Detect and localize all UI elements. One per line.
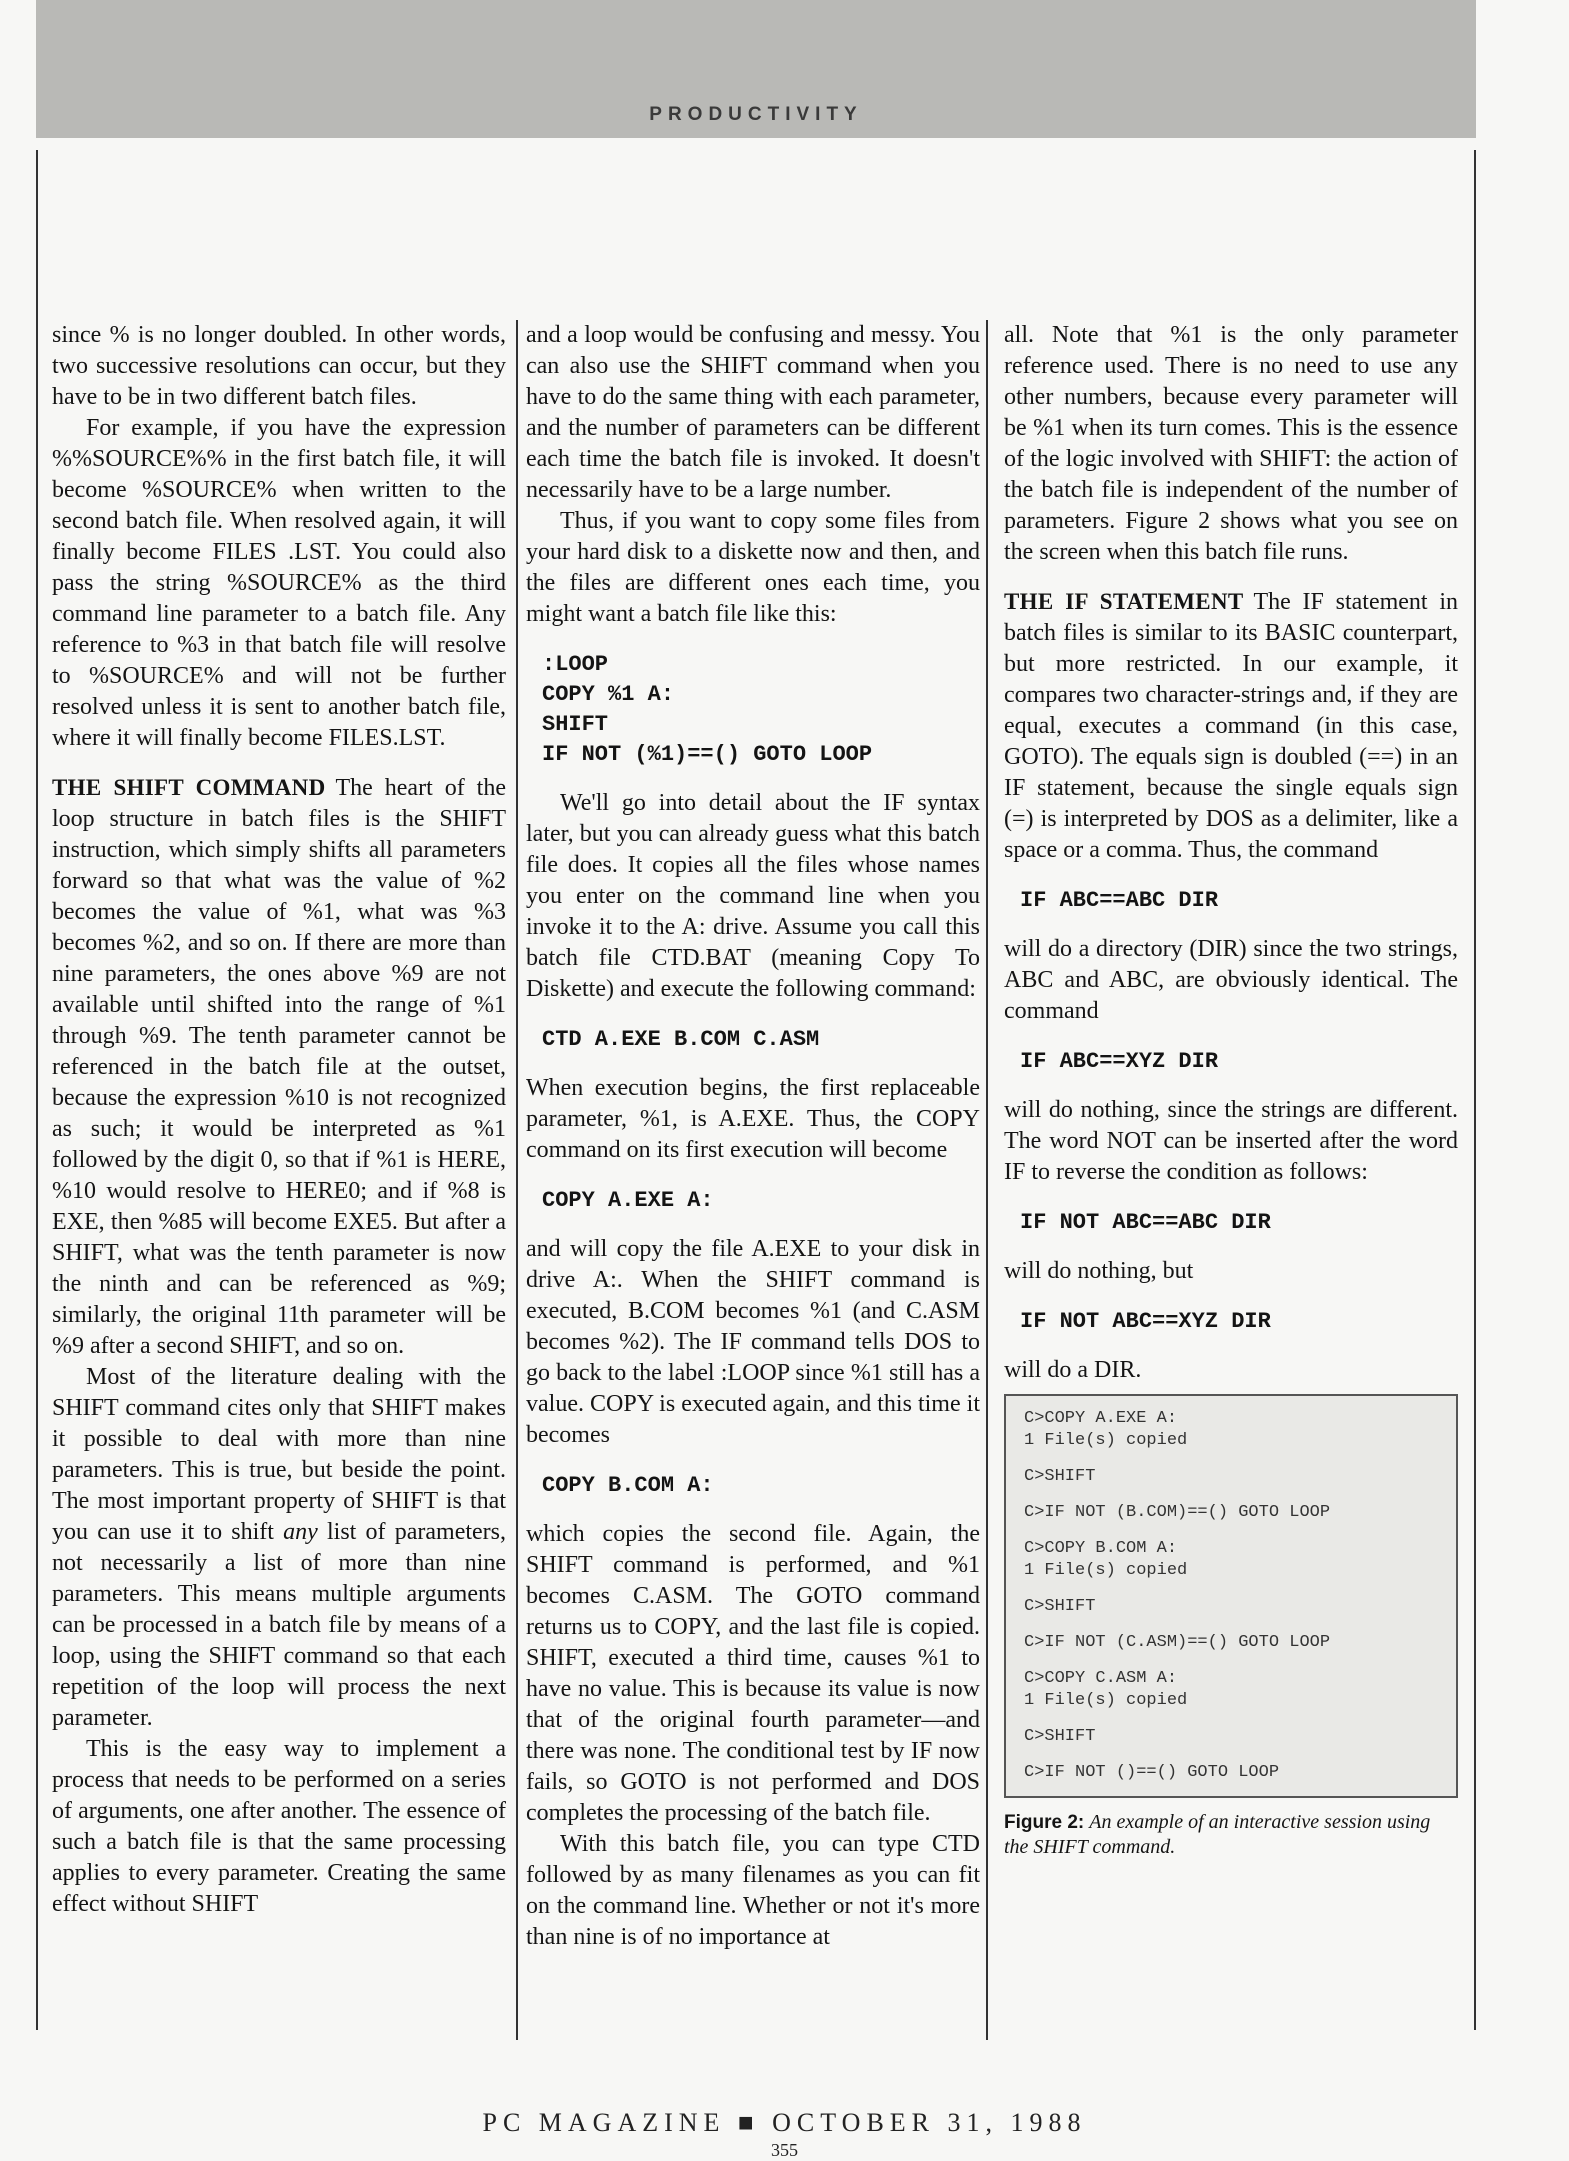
- column-2: [526, 320, 980, 1953]
- left-margin-rule: [36, 150, 38, 2030]
- terminal-line: C>IF NOT (C.ASM)==() GOTO LOOP: [1024, 1633, 1331, 1652]
- code-listing: :LOOP COPY %1 A: SHIFT IF NOT (%1)==() GOTO LOOP: [542, 652, 873, 767]
- paragraph: Thus, if you want to copy some files from your hard disk to a diskette now and then, and the files are different ones each time, you might want a batch file like this:: [526, 508, 980, 627]
- terminal-line: C>COPY A.EXE A: 1 File(s) copied: [1024, 1409, 1188, 1450]
- paragraph: Most of the literature dealing with the SHIFT command cites only that SHIFT makes it possible to deal with more than nine parameters. This is true, but beside the point. The most important property of SHIFT is that you can use it to shift any list of parameters, not necessarily a list of more than nine parameters. This means multiple arguments can be processed in a batch file by means of a loop, using the SHIFT command so that each repetition of the loop will process the next parameter.: [52, 1364, 507, 1731]
- paragraph: and will copy the file A.EXE to your disk in drive A:. When the SHIFT command is executed, B.COM becomes %1 (and C.ASM becomes %2). The IF command tells DOS to go back to the label :LOOP since %1 still has a value. COPY is executed again, and this time it becomes: [526, 1236, 980, 1448]
- right-margin-rule: [1474, 150, 1476, 2030]
- paragraph: will do nothing, since the strings are different. The word NOT can be inserted after the word IF to reverse the condition as follows:: [1004, 1097, 1458, 1185]
- code-listing: IF NOT ABC==ABC DIR: [1020, 1210, 1271, 1235]
- terminal-line: C>SHIFT: [1024, 1597, 1096, 1616]
- section-label: PRODUCTIVITY: [649, 104, 863, 125]
- code-listing: COPY A.EXE A:: [542, 1188, 714, 1213]
- code-listing: IF ABC==ABC DIR: [1020, 888, 1219, 913]
- code-listing: COPY B.COM A:: [542, 1473, 714, 1498]
- column-rule-1: [516, 320, 518, 2040]
- terminal-line: C>IF NOT ()==() GOTO LOOP: [1024, 1763, 1280, 1782]
- paragraph: We'll go into detail about the IF syntax later, but you can already guess what this batch file does. It copies all the files whose names you enter on the command line when you invoke it to the A: drive. Assume you call this batch file CTD.BAT (meaning Copy To Diskette) and execute the following command:: [526, 790, 980, 1002]
- paragraph: With this batch file, you can type CTD followed by as many filenames as you can fit on the command line. Whether or not it's more than nine is of no importance at: [526, 1831, 980, 1950]
- figure-2-terminal-session: [1004, 1394, 1458, 1798]
- code-listing: CTD A.EXE B.COM C.ASM: [542, 1027, 820, 1052]
- figure-caption: [1004, 1810, 1458, 1860]
- paragraph: since % is no longer doubled. In other words, two successive resolutions can occur, but they have to be in two different batch files.: [52, 322, 506, 410]
- section-heading: THE IF STATEMENT: [1004, 589, 1244, 614]
- paragraph: which copies the second file. Again, the SHIFT command is performed, and %1 becomes C.ASM. The GOTO command returns us to COPY, and the last file is copied. SHIFT, executed a third time, causes %1 to have no value. This is because its value is now that of the original fourth parameter—and there was none. The conditional test by IF now fails, so GOTO is not performed and DOS completes the processing of the batch file.: [526, 1521, 980, 1826]
- terminal-line: C>COPY C.ASM A: 1 File(s) copied: [1024, 1669, 1188, 1710]
- column-rule-2: [986, 320, 988, 2040]
- column-3: [1004, 320, 1458, 1860]
- paragraph: This is the easy way to implement a process that needs to be performed on a series of arguments, one after another. The essence of such a batch file is that the same processing applies to every parameter. Creating the same effect without SHIFT: [52, 1736, 506, 1917]
- page-number: 355: [771, 2140, 798, 2160]
- paragraph: THE IF STATEMENT The IF statement in batch files is similar to its BASIC counterpart, but more restricted. In our example, it compares two character-strings and, if they are equal, executes a command (in this case, GOTO). The equals sign is doubled (==) in an IF statement, because the single equals sign (=) is interpreted by DOS as a delimiter, like a space or a comma. Thus, the command: [1004, 589, 1458, 863]
- terminal-line: C>SHIFT: [1024, 1467, 1096, 1486]
- paragraph: and a loop would be confusing and messy. You can also use the SHIFT command when you have to do the same thing with each parameter, and the number of parameters can be different each time the batch file is invoked. It doesn't necessarily have to be a large number.: [526, 322, 980, 503]
- terminal-line: C>IF NOT (B.COM)==() GOTO LOOP: [1024, 1503, 1331, 1522]
- paragraph: all. Note that %1 is the only parameter reference used. There is no need to use any other numbers, because every parameter will be %1 when its turn comes. This is the essence of the logic involved with SHIFT: the action of the batch file is independent of the number of parameters. Figure 2 shows what you see on the screen when this batch file runs.: [1004, 322, 1458, 565]
- paragraph: For example, if you have the expression %%SOURCE%% in the first batch file, it will become %SOURCE% when written to the second batch file. When resolved again, it will finally become FILES .LST. You could also pass the string %SOURCE% as the third command line parameter to a batch file. Any reference to %3 in that batch file will resolve to %SOURCE% and will not be further resolved unless it is sent to another batch file, where it will finally become FILES.LST.: [52, 415, 506, 751]
- terminal-line: C>COPY B.COM A: 1 File(s) copied: [1024, 1539, 1188, 1580]
- footer-publication: PC MAGAZINE ■ OCTOBER 31, 1988: [482, 2108, 1087, 2137]
- caption-text: An example of an interactive session using the SHIFT command.: [1004, 1811, 1431, 1858]
- paragraph: THE SHIFT COMMAND The heart of the loop structure in batch files is the SHIFT instruction, which simply shifts all parameters forward so that what was the value of %2 becomes the value of %1, what was %3 becomes %2, and so on. If there are more than nine parameters, the ones above %9 are not available until shifted into the range of %1 through %9. The tenth parameter cannot be referenced in the batch file at the outset, because the expression %10 is not recognized as such; it would be interpreted as %1 followed by the digit 0, so that if %1 is HERE, %10 would resolve to HERE0; and if %8 is EXE, then %85 will become EXE5. But after a SHIFT, what was the tenth parameter is now the ninth and can be referenced as %9; similarly, the original 11th parameter will be %9 after a second SHIFT, and so on.: [52, 775, 506, 1359]
- paragraph: will do a directory (DIR) since the two strings, ABC and ABC, are obviously identical. The command: [1004, 936, 1458, 1024]
- paragraph: will do a DIR.: [1004, 1357, 1142, 1383]
- terminal-line: C>SHIFT: [1024, 1727, 1096, 1746]
- paragraph: will do nothing, but: [1004, 1258, 1194, 1284]
- code-listing: IF NOT ABC==XYZ DIR: [1020, 1309, 1271, 1334]
- code-listing: IF ABC==XYZ DIR: [1020, 1049, 1219, 1074]
- caption-label: Figure 2:: [1004, 1812, 1085, 1833]
- paragraph: When execution begins, the first replaceable parameter, %1, is A.EXE. Thus, the COPY command on its first execution will become: [526, 1075, 980, 1163]
- section-heading: THE SHIFT COMMAND: [52, 775, 326, 800]
- column-1: [52, 320, 506, 1920]
